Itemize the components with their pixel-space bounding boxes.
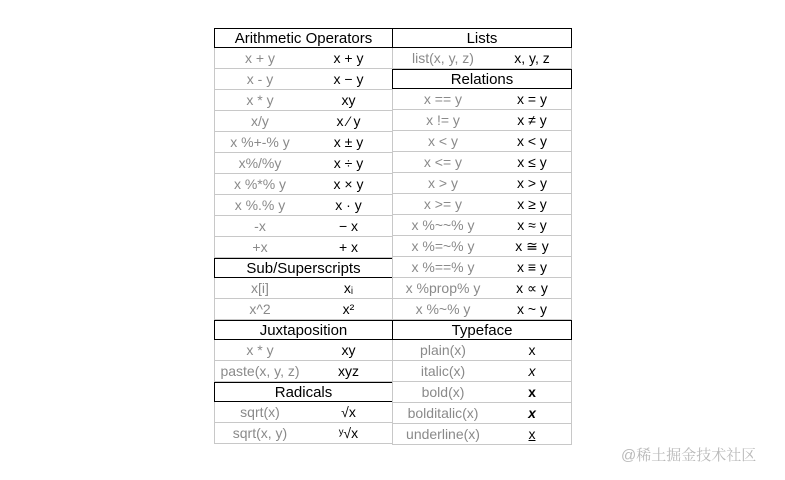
rendered-symbol: ʸ√x (338, 425, 359, 441)
section-header-relations: Relations (392, 69, 572, 89)
expression-code: list(x, y, z) (412, 50, 474, 66)
rendered-symbol: x ≠ y (517, 112, 547, 128)
table-row (215, 402, 392, 423)
table-row (393, 131, 571, 152)
section-header-radicals: Radicals (214, 382, 393, 402)
expression-code: x %prop% y (405, 280, 481, 296)
rendered-symbol: x > y (517, 175, 547, 191)
table-row (393, 278, 571, 299)
table-row (215, 299, 392, 320)
rendered-symbol: xyz (338, 363, 359, 379)
expression-code: x %=~% y (411, 238, 475, 254)
rendered-symbol: x ~ y (517, 301, 547, 317)
rendered-symbol: x ≤ y (517, 154, 547, 170)
table-row (215, 237, 392, 258)
table-row (215, 216, 392, 237)
rendered-symbol: x (528, 363, 536, 379)
rendered-symbol: x ≡ y (517, 259, 547, 275)
expression-code: italic(x) (420, 363, 466, 379)
rendered-symbol: xᵢ (343, 280, 354, 296)
table-row (393, 215, 571, 236)
table-row (393, 361, 571, 382)
rendered-symbol: x ≥ y (517, 196, 547, 212)
expression-code: sqrt(x, y) (232, 425, 288, 441)
expression-code: x %~~% y (411, 217, 475, 233)
table-row (215, 340, 392, 361)
expression-code: x * y (246, 92, 274, 108)
rendered-symbol: x² (342, 301, 355, 317)
table-row (215, 90, 392, 111)
rendered-symbol: xy (341, 92, 356, 108)
expression-code: x > y (428, 175, 458, 191)
table-row (393, 152, 571, 173)
expression-code: x %~% y (415, 301, 471, 317)
rendered-symbol: + x (338, 239, 359, 255)
rendered-symbol: x ≅ y (515, 237, 549, 254)
table-row (393, 48, 571, 69)
rendered-symbol: x (528, 342, 536, 358)
section-header-juxtaposition: Juxtaposition (214, 320, 393, 340)
rendered-symbol: x + y (333, 50, 364, 66)
rendered-symbol: xy (341, 342, 356, 358)
expression-code: x != y (426, 112, 460, 128)
expression-code: x < y (428, 133, 458, 149)
rendered-symbol: x − y (333, 71, 364, 87)
table-row (393, 403, 571, 424)
section-header-arithmetic: Arithmetic Operators (214, 28, 393, 48)
rendered-symbol: x (528, 405, 536, 421)
section-header-typeface: Typeface (392, 320, 572, 340)
expression-code: x[i] (251, 280, 269, 296)
table-row (215, 361, 392, 382)
table-row (393, 89, 571, 110)
expression-code: x%/%y (238, 155, 282, 171)
expression-code: -x (254, 218, 266, 234)
table-row (393, 382, 571, 403)
table-row (215, 111, 392, 132)
rendered-symbol: x, y, z (514, 50, 550, 66)
section-header-subsup: Sub/Superscripts (214, 258, 393, 278)
table-row (393, 194, 571, 215)
section-header-lists: Lists (392, 28, 572, 48)
rendered-symbol: x · y (335, 197, 362, 213)
table-row (393, 424, 571, 445)
expression-code: plain(x) (420, 342, 466, 358)
expression-code: underline(x) (406, 426, 480, 442)
table-row (215, 423, 392, 444)
expression-code: x + y (245, 50, 275, 66)
table-row (393, 257, 571, 278)
rendered-symbol: x = y (517, 91, 547, 107)
expression-code: bold(x) (421, 384, 465, 400)
watermark: @稀土掘金技术社区 (621, 447, 757, 464)
rendered-symbol: √x (341, 404, 356, 420)
expression-code: x %==% y (411, 259, 475, 275)
expression-code: x - y (246, 71, 274, 87)
rendered-symbol: x ⁄ y (336, 113, 361, 129)
right-column (392, 28, 572, 445)
expression-code: x %+-% y (230, 134, 290, 150)
table-row (215, 48, 392, 69)
rendered-symbol: x < y (517, 133, 547, 149)
table-row (215, 278, 392, 299)
rendered-symbol: x ∝ y (516, 279, 548, 296)
expression-code: sqrt(x) (240, 404, 280, 420)
table-row (215, 153, 392, 174)
rendered-symbol: x ≈ y (517, 217, 547, 233)
rendered-symbol: − x (338, 218, 359, 234)
expression-code: x/y (251, 113, 269, 129)
table-row (215, 69, 392, 90)
expression-code: x <= y (423, 154, 463, 170)
rendered-symbol: x (528, 426, 536, 442)
table-row (393, 299, 571, 320)
table-row (393, 173, 571, 194)
expression-code: bolditalic(x) (407, 405, 479, 421)
table-row (393, 340, 571, 361)
expression-code: x == y (423, 91, 463, 107)
rendered-symbol: x ÷ y (333, 155, 364, 171)
expression-code: +x (252, 239, 268, 255)
left-column (214, 28, 393, 444)
table-row (393, 236, 571, 257)
rendered-symbol: x ± y (333, 134, 364, 150)
table-row (393, 110, 571, 131)
rendered-symbol: x (528, 384, 536, 400)
expression-code: x %.% y (234, 197, 286, 213)
expression-code: x >= y (423, 196, 463, 212)
expression-code: x %*% y (233, 176, 287, 192)
rendered-symbol: x × y (333, 176, 364, 192)
expression-code: paste(x, y, z) (220, 363, 300, 379)
table-row (215, 132, 392, 153)
expression-code: x^2 (249, 301, 271, 317)
expression-code: x * y (246, 342, 274, 358)
table-row (215, 174, 392, 195)
table-row (215, 195, 392, 216)
